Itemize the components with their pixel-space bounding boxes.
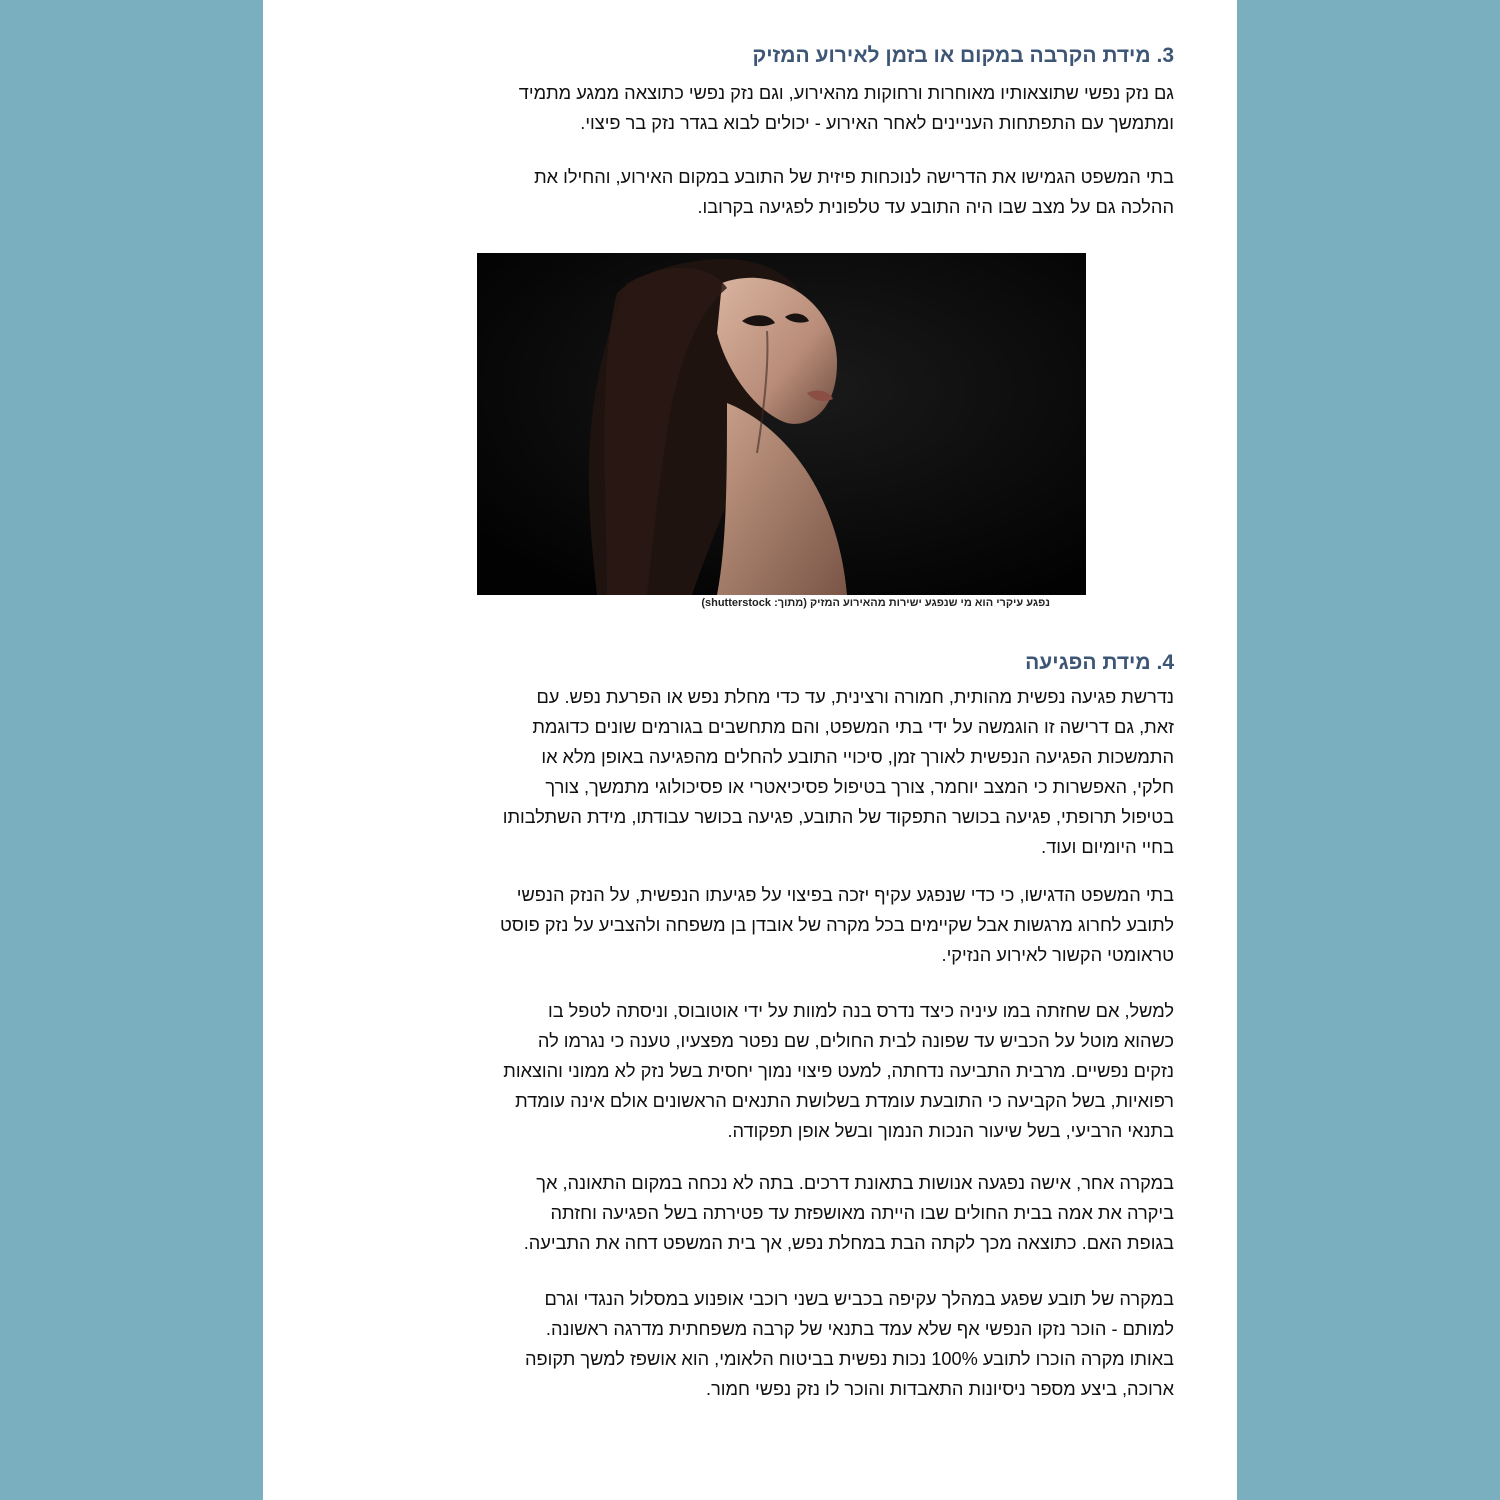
text-line: למותם - הוכר נזקו הנפשי אף שלא עמד בתנאי של קרבה משפחתית מדרגה ראשונה. (545, 1319, 1174, 1339)
text-line: ומתמשך עם התפתחות העניינים לאחר האירוע - יכולים לבוא בגדר נזק בר פיצוי. (580, 113, 1174, 133)
text-line: בגופת האם. כתוצאה מכך לקתה הבת במחלת נפש, אך בית המשפט דחה את התביעה. (523, 1233, 1174, 1253)
photo-illustration (477, 253, 1086, 595)
text-line: גם נזק נפשי שתוצאותיו מאוחרות ורחוקות מהאירוע, וגם נזק נפשי כתוצאה ממגע מתמיד (518, 83, 1174, 103)
document-content (305, 0, 1174, 1500)
text-line: בתי המשפט הדגישו, כי כדי שנפגע עקיף יזכה בפיצוי על פגיעתו הנפשית, על הנזק הנפשי (516, 885, 1174, 905)
section-4-heading: 4. מידת הפגיעה (1025, 651, 1174, 674)
text-line: במקרה אחר, אישה נפגעה אנושות בתאונת דרכים. בתה לא נכחה במקום התאונה, אך (536, 1173, 1174, 1193)
section-3-paragraph-2 (305, 162, 1174, 222)
text-line: רפואיות, בשל הקביעה כי התובעת עומדת בשלושת התנאים הראשונים אולם אינה עומדת (515, 1091, 1174, 1111)
text-line: זאת, גם דרישה זו הוגמשה על ידי בתי המשפט, והם מתחשבים בגורמים שונים כדוגמת (532, 717, 1174, 737)
text-line: במקרה של תובע שפגע במהלך עקיפה בכביש בשני רוכבי אופנוע במסלול הנגדי וגרם (544, 1289, 1174, 1309)
text-line: ארוכה, ביצע מספר ניסיונות התאבדות והוכר לו נזק נפשי חמור. (706, 1379, 1174, 1399)
section-4-paragraph-3 (305, 996, 1174, 1146)
photo-caption: נפגע עיקרי הוא מי שנפגע ישירות מהאירוע המזיק (מתוך: shutterstock) (701, 597, 1050, 609)
text-line: כשהוא מוטל על הכביש עד שפונה לבית החולים, שם נפטר מפצעיו, טענה כי נגרמו לה (537, 1031, 1174, 1051)
text-line: למשל, אם שחזתה במו עיניה כיצד נדרס בנה למוות על ידי אוטובוס, וניסתה לטפל בו (548, 1001, 1174, 1021)
section-4-paragraph-4 (305, 1168, 1174, 1258)
text-line: התמשכות הפגיעה הנפשית לאורך זמן, סיכויי התובע להחלים מהפגיעה באופן מלא או (541, 747, 1174, 767)
text-line: בתנאי הרביעי, בשל שיעור הנכות הנמוך ובשל אופן תפקודה. (727, 1121, 1174, 1141)
text-line: בחיי היומיום ועוד. (1041, 837, 1174, 857)
text-line: בתי המשפט הגמישו את הדרישה לנוכחות פיזית של התובע במקום האירוע, והחילו את (534, 167, 1174, 187)
woman-crying-photo (477, 253, 1086, 595)
text-line: באותו מקרה הוכרו לתובע 100% נכות נפשית בביטוח הלאומי, הוא אושפז למשך תקופה (525, 1349, 1174, 1369)
text-line: טראומטי הקשור לאירוע הנזיקי. (941, 945, 1174, 965)
text-line: בטיפול תרופתי, פגיעה בכושר התפקוד של התובע, פגיעה בכושר עבודתו, מידת השתלבותו (502, 807, 1174, 827)
document-page (263, 0, 1237, 1500)
section-4-paragraph-5 (305, 1284, 1174, 1404)
text-line: לתובע לחרוג מרגשות אבל שקיימים בכל מקרה של אובדן בן משפחה ולהצביע על נזק פוסט (500, 915, 1174, 935)
section-4-paragraph-2 (305, 880, 1174, 970)
text-line: ביקרה את אמה בבית החולים שבו הייתה מאושפזת עד פטירתה בשל הפגיעה וחזתה (550, 1203, 1174, 1223)
section-3-heading: 3. מידת הקרבה במקום או בזמן לאירוע המזיק (752, 44, 1174, 67)
text-line: חלקי, האפשרות כי המצב יוחמר, צורך בטיפול פסיכיאטרי או פסיכולוגי מתמשך, צורך (545, 777, 1174, 797)
section-4-paragraph-1 (305, 682, 1174, 862)
section-3-paragraph-1 (305, 78, 1174, 138)
text-line: נדרשת פגיעה נפשית מהותית, חמורה ורצינית, עד כדי מחלת נפש או הפרעת נפש. עם (536, 687, 1174, 707)
text-line: נזקים נפשיים. מרבית התביעה נדחתה, למעט פיצוי נמוך יחסית בשל נזק לא ממוני והוצאות (503, 1061, 1174, 1081)
text-line: ההלכה גם על מצב שבו היה התובע עד טלפונית לפגיעה בקרובו. (697, 197, 1174, 217)
